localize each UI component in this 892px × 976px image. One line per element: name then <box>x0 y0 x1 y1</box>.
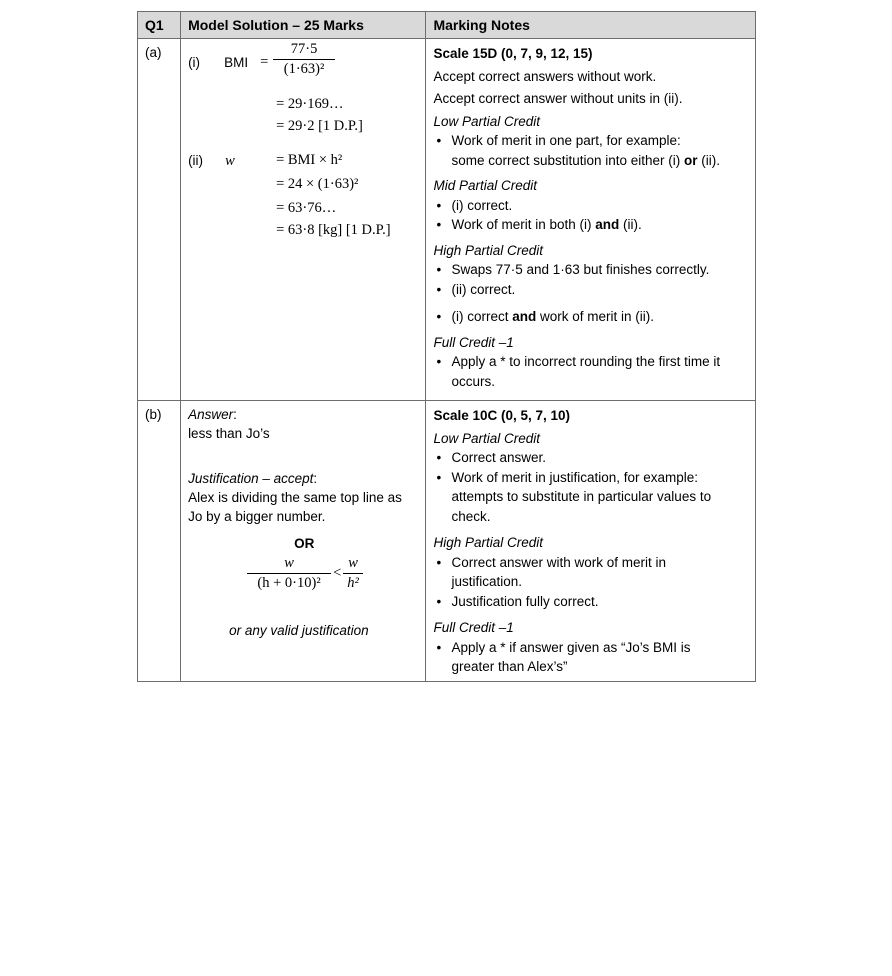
left-fraction-numerator: w <box>284 555 294 571</box>
justification-line-2: Jo by a bigger number. <box>188 509 326 524</box>
part-b-label: (b) <box>145 407 162 422</box>
marking-scheme-table <box>137 11 756 682</box>
high-partial-list <box>433 260 755 327</box>
b-low-partial-list <box>433 448 755 526</box>
bmi-fraction-numerator: 77·5 <box>290 41 318 57</box>
list-item: • Justification fully correct. <box>433 592 755 612</box>
part-a-ii-label: (ii) <box>188 153 204 168</box>
left-fraction-denominator: (h + 0·10)² <box>257 575 321 591</box>
right-fraction-numerator: w <box>348 555 358 571</box>
b-full-credit-title: Full Credit –1 <box>433 620 514 635</box>
full-credit-list <box>433 352 755 391</box>
b-high-item-1b: justification. <box>451 574 522 589</box>
part-b-notes <box>426 401 755 677</box>
b-low-item-2b: attempts to substitute in particular values to <box>451 489 712 504</box>
header-row <box>138 12 756 39</box>
list-item: • (ii) correct. <box>433 280 755 300</box>
list-item <box>433 215 755 235</box>
list-item: • (i) correct. <box>433 196 755 216</box>
part-b-label-cell <box>138 401 181 682</box>
justification-line-1: Alex is dividing the same top line as <box>188 490 402 505</box>
less-than-sign: < <box>333 565 342 581</box>
list-item <box>433 638 755 677</box>
answer-heading <box>188 407 237 423</box>
answer-text: less than Jo’s <box>188 426 270 441</box>
low-partial-list <box>433 131 755 170</box>
mid-item-2-bold: and <box>595 217 620 232</box>
b-low-partial-title: Low Partial Credit <box>433 430 540 446</box>
part-b-solution-cell <box>181 401 426 682</box>
accept-line-1: Accept correct answers without work. <box>433 68 657 84</box>
justification-title: Justification – accept <box>188 471 314 486</box>
right-fraction-denominator: h² <box>347 575 359 591</box>
justification-fraction-right <box>343 555 363 592</box>
justification-fraction-left <box>247 555 331 592</box>
accept-line-2: Accept correct answer without units in (ii). <box>433 91 683 106</box>
mid-item-2-post: (ii). <box>619 217 642 232</box>
header-solution: Model Solution – 25 Marks <box>181 12 426 39</box>
fraction-bar <box>343 573 363 574</box>
part-a-notes <box>426 39 755 391</box>
row-part-a <box>138 39 756 401</box>
b-low-item-2c: check. <box>451 508 491 524</box>
part-b-notes-cell <box>426 401 756 682</box>
list-item: • Swaps 77·5 and 1·63 but finishes correctly. <box>433 260 755 280</box>
part-a-notes-cell <box>426 39 756 401</box>
ii-line-1: = BMI × h² <box>276 152 343 168</box>
row-part-b <box>138 401 756 682</box>
full-item-1a: Apply a * to incorrect rounding the first time it <box>451 354 721 369</box>
fraction-bar <box>247 573 331 574</box>
justification-colon: : <box>313 471 318 486</box>
b-low-item-2a: Work of merit in justification, for example: <box>451 469 699 485</box>
mid-partial-title: Mid Partial Credit <box>433 178 537 193</box>
b-high-item-1a: Correct answer with work of merit in <box>451 554 667 570</box>
bmi-line-2: = 29·169… <box>276 96 344 112</box>
list-item <box>433 553 755 592</box>
equals-sign: = <box>260 54 269 70</box>
full-credit-title: Full Credit –1 <box>433 334 514 350</box>
ii-line-4: = 63·8 [kg] [1 D.P.] <box>276 222 391 238</box>
mid-partial-list <box>433 196 755 235</box>
full-item-1b: occurs. <box>451 373 495 389</box>
b-full-item-1a: Apply a * if answer given as “Jo’s BMI is <box>451 639 691 655</box>
high-item-3-post: work of merit in (ii). <box>536 309 654 324</box>
list-item <box>433 131 755 170</box>
low-item-1b-pre: some correct substitution into either (i) <box>451 152 685 168</box>
list-item <box>433 307 755 327</box>
bmi-fraction-denominator: (1·63)² <box>283 61 325 77</box>
list-item <box>433 352 755 391</box>
or-label: OR <box>294 536 315 551</box>
part-a-label: (a) <box>145 45 162 60</box>
part-a-label-cell <box>138 39 181 401</box>
ii-line-3: = 63·76… <box>276 200 337 216</box>
justification-heading <box>188 471 317 487</box>
ii-line-2: = 24 × (1·63)² <box>276 176 359 192</box>
bmi-label: BMI <box>224 55 249 70</box>
w-symbol: w <box>225 153 235 169</box>
bmi-fraction <box>273 41 335 78</box>
header-notes: Marking Notes <box>426 12 756 39</box>
answer-title: Answer <box>188 407 234 422</box>
other-justification: or any valid justification <box>229 623 369 638</box>
answer-colon: : <box>233 407 237 422</box>
b-full-item-1b: greater than Alex’s” <box>451 659 568 674</box>
b-high-partial-list <box>433 553 755 612</box>
b-full-credit-list <box>433 638 755 677</box>
low-item-1a: Work of merit in one part, for example: <box>451 133 681 148</box>
part-b-scale: Scale 10C (0, 5, 7, 10) <box>433 408 571 423</box>
mid-item-2-pre: Work of merit in both (i) <box>451 217 596 232</box>
low-item-1b-post: (ii). <box>697 152 721 168</box>
high-item-3-bold: and <box>512 309 537 324</box>
high-partial-title: High Partial Credit <box>433 242 543 258</box>
low-item-1b-bold: or <box>684 152 698 168</box>
part-a-scale: Scale 15D (0, 7, 9, 12, 15) <box>433 46 593 61</box>
part-a-i-label: (i) <box>188 55 201 70</box>
list-item: • Correct answer. <box>433 448 755 468</box>
b-high-partial-title: High Partial Credit <box>433 535 543 550</box>
fraction-bar <box>273 59 335 60</box>
header-q: Q1 <box>138 12 181 39</box>
part-a-solution-cell <box>181 39 426 401</box>
list-item <box>433 468 755 527</box>
high-item-3-pre: (i) correct <box>451 309 513 324</box>
bmi-line-3: = 29·2 [1 D.P.] <box>276 118 363 134</box>
low-partial-title: Low Partial Credit <box>433 113 540 129</box>
